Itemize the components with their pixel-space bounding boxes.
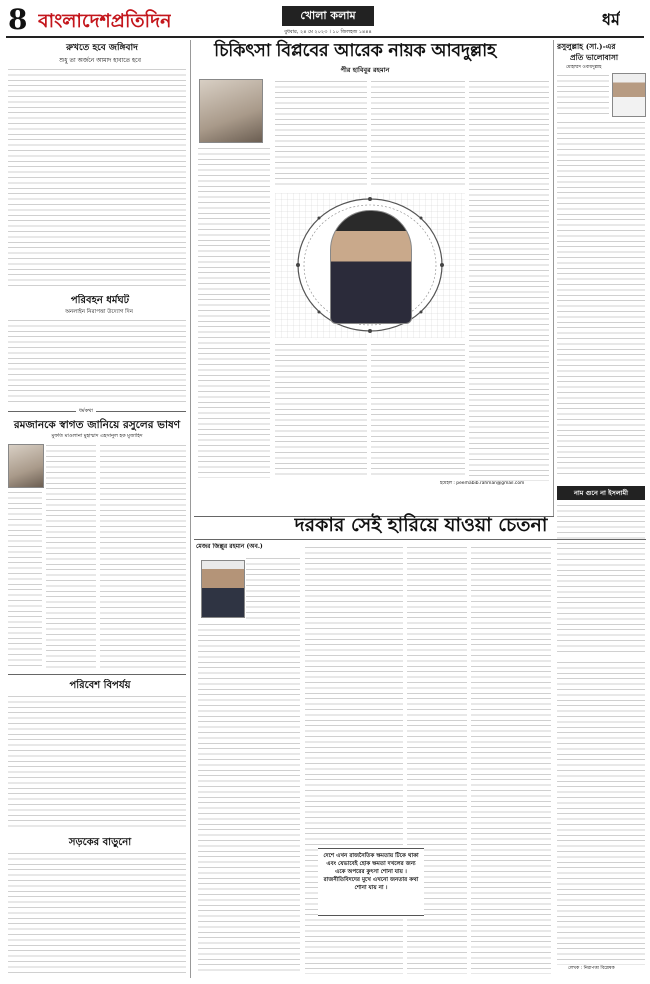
article2-title: পরিবহন ধর্মঘট: [70, 295, 130, 306]
right-author: মোহাম্মদ ওবায়দুল্লাহ: [566, 65, 602, 70]
main-body-5: [371, 342, 465, 478]
main-author: পীর হাবিবুর রহমান: [340, 66, 390, 74]
author-photo-bottom: [201, 560, 245, 618]
bottom-body-6: [557, 660, 645, 965]
article3-body-a: [46, 443, 96, 668]
author-photo-right: [612, 73, 646, 117]
article2-body: [8, 318, 186, 406]
main-body-4: [275, 342, 367, 478]
right-box-title: নাম গুনে না ইসলামী: [573, 489, 629, 497]
page-number: 8: [8, 4, 28, 36]
main-body-3: [371, 79, 465, 189]
bottom-body-2: [198, 622, 300, 974]
main-body-1b: [264, 79, 272, 141]
masthead-logo: বাংলাদেশপ্রতিদিন: [38, 10, 172, 32]
author-photo-main: [199, 79, 263, 143]
bottom-headline: দরকার সেই হারিয়ে যাওয়া চেতনা: [294, 514, 548, 536]
portrait-photo-main: [330, 210, 412, 324]
article5-body: [8, 851, 186, 975]
article4-title: পরিবেশ বিপর্যয়: [69, 680, 131, 691]
col1-rule-2: [8, 674, 186, 675]
article3-title: রমজানকে স্বাগত জানিয়ে রসুলের ভাষণ: [13, 419, 181, 431]
right-body-2: [557, 120, 645, 475]
article2-subtitle: অনলাইন নিরাপত্তা উদ্যোগ দিন: [65, 309, 133, 315]
pullquote-text: দেশে এখন রাজনৈতিক ক্ষমতায় টিকে থাকা এবং যেভাবেই হোক ক্ষমতা দখলের জন্য একে অপরের কুৎসা শোনা যায় । রাজনীতিবিদদের মুখে এখনো জনতার কথা শোনা যায় না ।: [323, 853, 419, 891]
kicker-label: ধর্মকথা: [76, 407, 96, 415]
bottom-footer: লেখক : নিরাপত্তা বিশ্লেষক: [568, 966, 615, 971]
main-headline: চিকিৎসা বিপ্লবের আরেক নায়ক আবদুল্লাহ: [214, 41, 496, 61]
article1-title: রুখতে হবে জঙ্গিবাদ: [66, 43, 138, 53]
article3-body-b: [8, 490, 42, 668]
kicker-rule: [8, 411, 186, 412]
bottom-body-5: [471, 545, 551, 974]
bottom-headline-rule: [194, 539, 646, 540]
article3-body-c: [100, 443, 186, 668]
bottom-author: মেজর জিল্লুর রহমান (অব.): [196, 543, 263, 550]
main-body-6: [469, 79, 549, 481]
main-body-1: [198, 146, 270, 478]
col-divider-2: [553, 40, 554, 516]
right-title-2: প্রতি ভালোবাসা: [570, 53, 619, 62]
header-rule: [6, 36, 644, 38]
date-line: বুধবার, ২৪ মে ২০২৩ । ১০ জিলহজ ১৪৪৪: [284, 29, 372, 35]
author-photo-col1: [8, 444, 44, 488]
right-title-1: রসুলুল্লাহ (সা.)-এর: [557, 42, 616, 51]
main-body-2: [275, 79, 367, 189]
article4-body: [8, 694, 186, 831]
article3-byline: মুফতি মাওলানা মুহাম্মাদ এহসানুল হক মুজাহিদ: [51, 433, 143, 439]
bottom-body-1: [246, 556, 300, 620]
section-title: খোলা কলাম: [300, 9, 356, 22]
article5-title: সড়কের বাড়ুনো: [68, 837, 132, 848]
col-divider-1: [190, 40, 191, 978]
main-email: ইমেইল : peerhabib.rahman@gmail.com: [440, 481, 525, 486]
article1-body: [8, 67, 186, 290]
article1-subtitle: শুধু তা অর্জনে আমাদ হাবাতে হবে: [59, 57, 141, 64]
right-body-1: [557, 73, 609, 117]
category-label: ধর্ম: [602, 10, 620, 29]
